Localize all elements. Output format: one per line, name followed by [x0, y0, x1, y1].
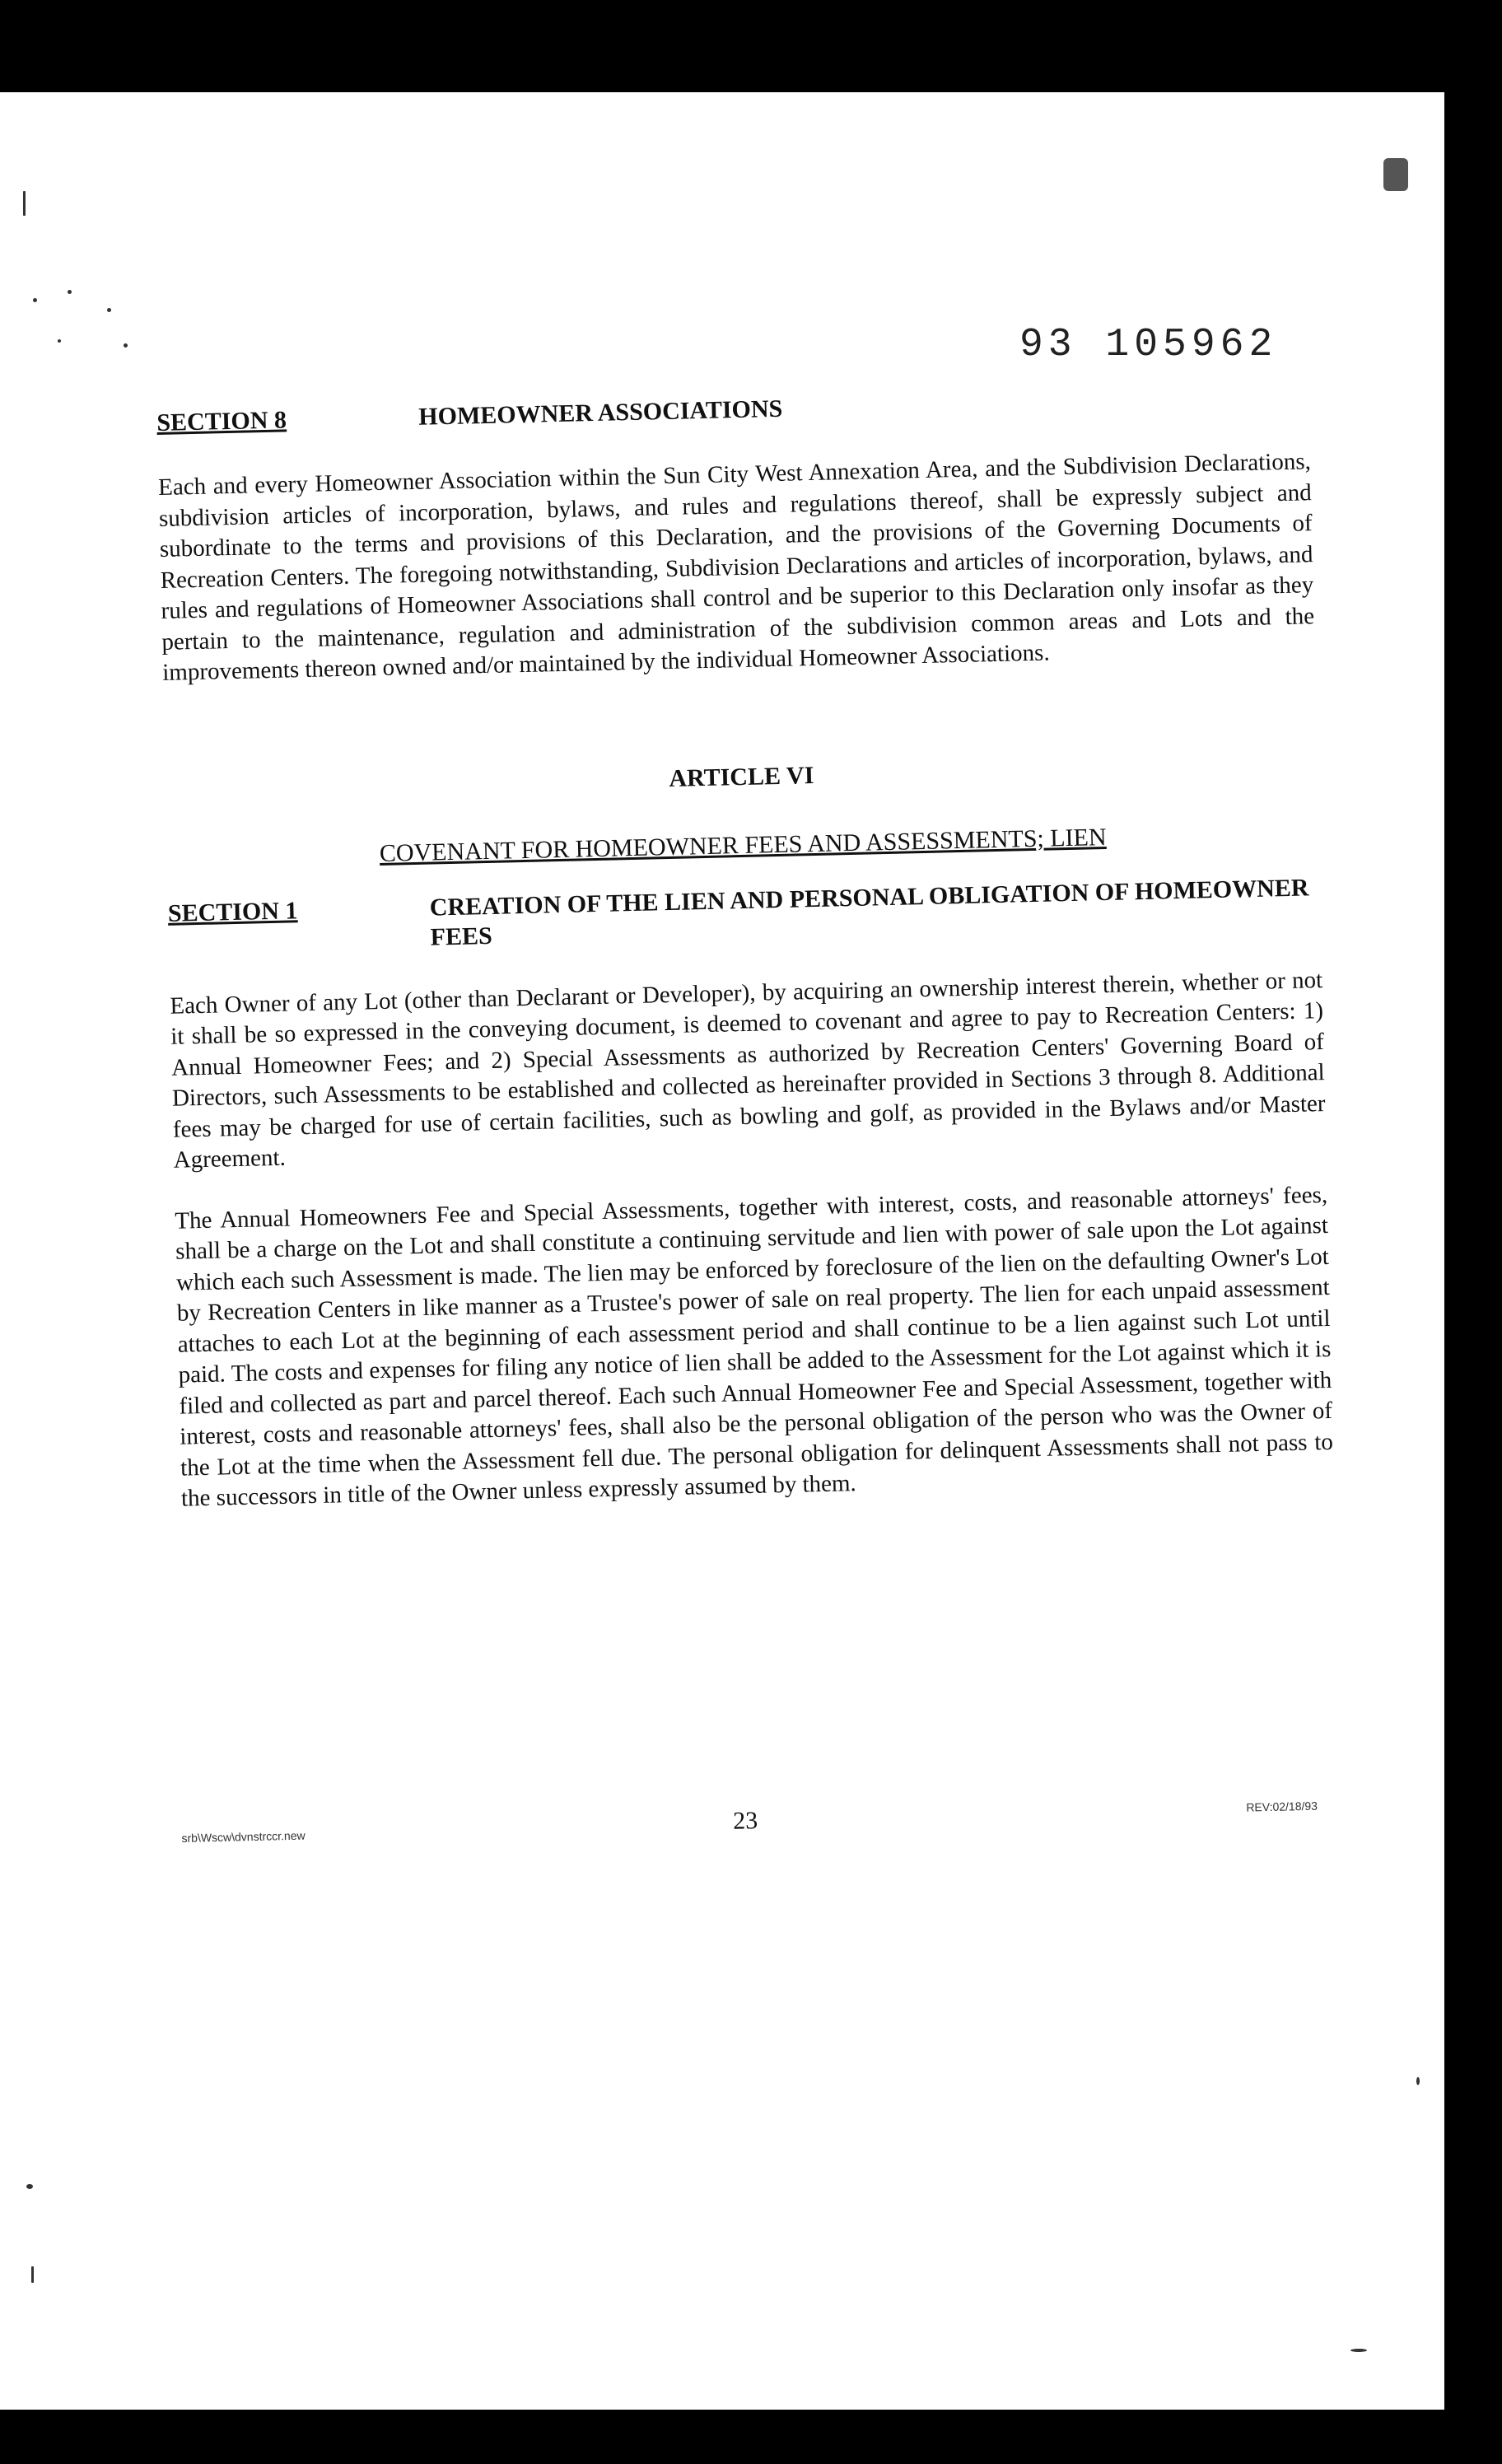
scan-speck — [1416, 2077, 1420, 2085]
section-1-paragraph-2: The Annual Homeowners Fee and Special Assessments, together with interest, costs, and reasonable attorneys' fees, shall be a charge on the Lot and shall constitute a continuing servitude and lien with power of sale upon the Lot against which each such Assessment is made. The lien may be enforced by foreclosure of the lien on the defaulting Owner's Lot by Recreation Centers in like manner as a Trustee's power of sale on real property. The lien for each unpaid assessment attaches to each Lot at the beginning of each assessment period and shall continue to be a lien against such Lot until paid. The costs and expenses for filing any notice of lien shall be added to the Assessment for the Lot against which it is filed and collected as part and parcel thereof. Each such Annual Homeowner Fee and Special Assessment, together with interest, costs and reasonable attorneys' fees, shall also be the personal obligation of the person who was the Owner of the Lot at the time when the Assessment fell due. The personal obligation for delinquent Assessments shall not pass to the successors in title of the Owner unless expressly assumed by them. — [175, 1181, 1334, 1512]
article-title: ARTICLE VI — [668, 761, 814, 792]
scan-speck — [68, 290, 72, 294]
scan-speck — [23, 191, 26, 216]
footer-file-path: srb\Wscw\dvnstrccr.new — [181, 1828, 306, 1845]
section-1-heading — [168, 873, 1322, 959]
document-body — [156, 382, 1334, 1514]
scan-border-bottom — [0, 2410, 1502, 2464]
scan-border-top — [0, 0, 1502, 92]
section-1-paragraph-1: Each Owner of any Lot (other than Declarant or Developer), by acquiring an ownership interest therein, whether or not it shall be so expressed in the conveying document, is deemed to covenant and agree to pay to Recreation Centers: 1) Annual Homeowner Fees; and 2) Special Assessments as authorized by Recreation Centers' Governing Board of Directors, such Assessments to be established and collected as hereinafter provided in Sections 3 through 8. Additional fees may be charged for use of certain facilities, such as bowling and golf, as provided in the Bylaws and/or Master Agreement. — [170, 966, 1326, 1174]
section-8-paragraph: Each and every Homeowner Association within the Sun City West Annexation Area, and the Subdivision Declarations, subdivision articles of incorporation, bylaws, and rules and regulations thereof, shall be expressly subject and subordinate to the terms and provisions of this Declaration, and the provisions of the Governing Documents of Recreation Centers. The foregoing notwithstanding, Subdivision Declarations and articles of incorporation, bylaws, and rules and regulations of Homeowner Associations shall control and be superior to this Declaration only insofar as they pertain to the maintenance, regulation and administration of the subdivision common areas and Lots and the improvements thereon owned and/or maintained by the individual Homeowner Associations. — [157, 448, 1315, 686]
scan-speck — [31, 2266, 34, 2283]
section-label: SECTION 8 — [156, 406, 287, 436]
scan-speck — [33, 298, 37, 302]
section-label: SECTION 1 — [167, 896, 298, 927]
scan-speck — [124, 343, 128, 348]
article-subtitle: COVENANT FOR HOMEOWNER FEES AND ASSESSMENTS; LIEN — [379, 823, 1107, 867]
recording-number: 93 105962 — [1019, 323, 1278, 367]
page-number: 23 — [732, 1807, 758, 1835]
scan-speck — [1383, 158, 1408, 191]
section-title: HOMEOWNER ASSOCIATIONS — [417, 394, 783, 431]
scan-speck — [1350, 2349, 1367, 2352]
scan-border-right — [1444, 0, 1502, 2464]
scan-speck — [26, 2184, 33, 2189]
section-title: CREATION OF THE LIEN AND PERSONAL OBLIGATION OF HOMEOWNER FEES — [429, 873, 1309, 951]
revision-date: REV:02/18/93 — [1246, 1799, 1318, 1814]
scan-speck — [58, 339, 61, 343]
scan-speck — [107, 308, 111, 312]
